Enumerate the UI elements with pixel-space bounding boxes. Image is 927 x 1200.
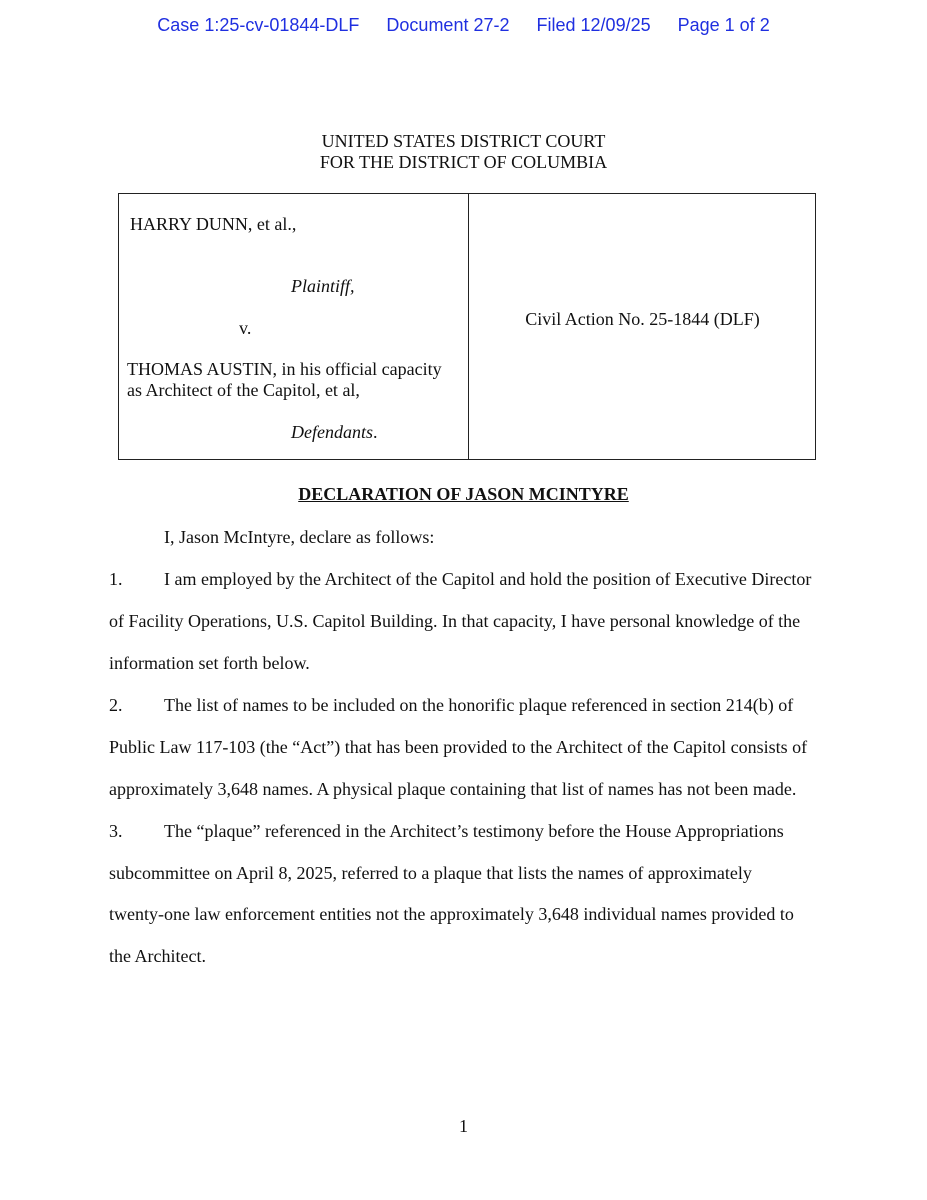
defendant-role-period: .	[372, 422, 378, 442]
versus: v.	[239, 318, 252, 338]
civil-action-number: Civil Action No. 25-1844 (DLF)	[525, 309, 760, 329]
court-district: FOR THE DISTRICT OF COLUMBIA	[319, 152, 608, 172]
paragraph-line: Public Law 117-103 (the “Act”) that has been provided to the Architect of the Capitol consists of	[109, 737, 808, 757]
document-number: Document 27-2	[386, 15, 510, 35]
paragraph-line: the Architect.	[109, 946, 206, 966]
paragraph-line: twenty-one law enforcement entities not the approximately 3,648 individual names provided to	[109, 904, 794, 924]
filed-date: Filed 12/09/25	[536, 15, 651, 35]
defendant-role: Defendants	[291, 422, 373, 442]
defendant-name: THOMAS AUSTIN, in his official capacity	[127, 359, 442, 379]
paragraph-line: The “plaque” referenced in the Architect’s testimony before the House Appropriations	[164, 821, 784, 841]
plaintiff-name: HARRY DUNN, et al.,	[130, 214, 297, 234]
court-heading	[0, 131, 927, 173]
paragraph-number: 1.	[109, 569, 123, 589]
paragraph-line: subcommittee on April 8, 2025, referred to a plaque that lists the names of approximately	[109, 863, 752, 883]
intro-line: I, Jason McIntyre, declare as follows:	[164, 527, 435, 547]
case-caption-box	[118, 193, 816, 460]
defendant-role-line	[291, 422, 377, 443]
court-name: UNITED STATES DISTRICT COURT	[321, 131, 606, 151]
case-number: Case 1:25-cv-01844-DLF	[157, 15, 360, 35]
ecf-filing-header	[0, 15, 927, 36]
paragraph-number: 3.	[109, 821, 123, 841]
defendant-title: as Architect of the Capitol, et al,	[127, 380, 360, 400]
paragraph-line: approximately 3,648 names. A physical plaque containing that list of names has not been made.	[109, 779, 797, 799]
page-number: 1	[459, 1116, 468, 1136]
paragraph-number: 2.	[109, 695, 123, 715]
paragraph-line: I am employed by the Architect of the Capitol and hold the position of Executive Director	[164, 569, 812, 589]
page-indicator: Page 1 of 2	[677, 15, 770, 35]
paragraph-line: of Facility Operations, U.S. Capitol Building. In that capacity, I have personal knowledge of the	[109, 611, 801, 631]
paragraph-line: information set forth below.	[109, 653, 310, 673]
plaintiff-role: Plaintiff,	[291, 276, 355, 296]
paragraph-line: The list of names to be included on the honorific plaque referenced in section 214(b) of	[164, 695, 794, 715]
declaration-title: DECLARATION OF JASON MCINTYRE	[298, 484, 629, 504]
